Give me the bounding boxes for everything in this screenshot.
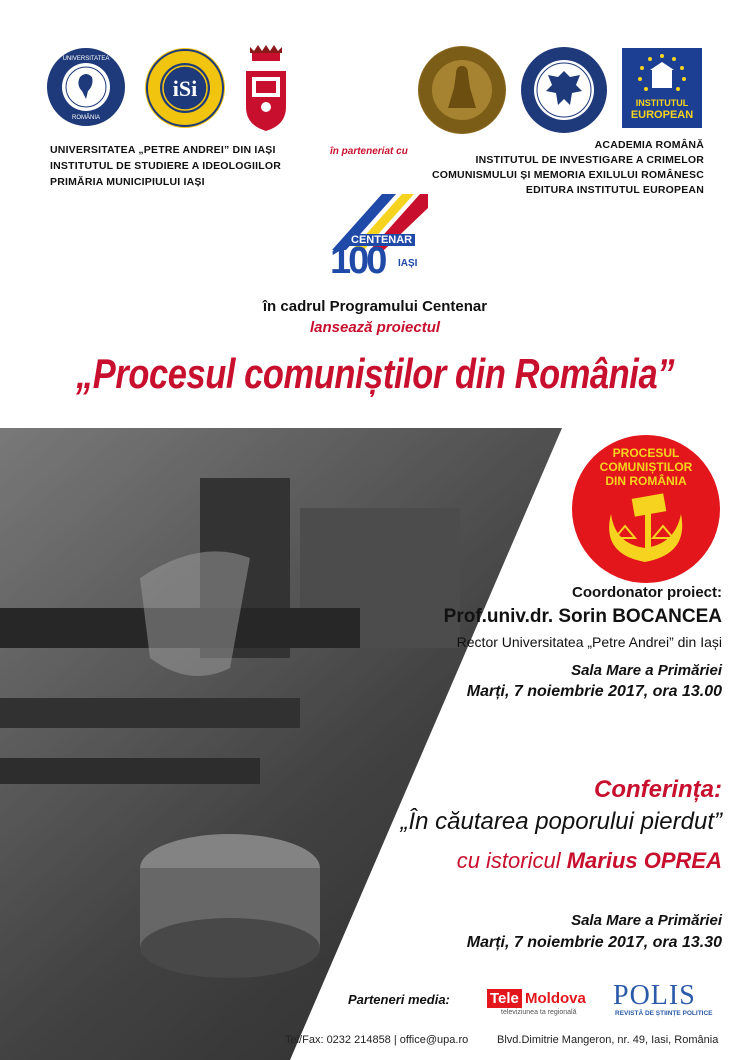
tele-word: Tele bbox=[487, 989, 522, 1008]
centenar-number: 100 bbox=[330, 240, 385, 282]
iasi-coat-of-arms bbox=[242, 45, 290, 133]
centenar-city: IAȘI bbox=[398, 258, 418, 269]
polis-subtitle: REVISTĂ DE ȘTIINȚE POLITICE bbox=[615, 1010, 713, 1017]
conference-label: Conferința: bbox=[594, 776, 722, 803]
upa-seal-icon bbox=[50, 51, 122, 123]
event-date-1: Marți, 7 noiembrie 2017, ora 13.00 bbox=[466, 683, 722, 700]
telemoldova-logo bbox=[487, 989, 595, 1023]
polis-word: POLIS bbox=[613, 980, 696, 1011]
footer-contact: Tel/Fax: 0232 214858 | office@upa.ro bbox=[285, 1034, 469, 1046]
event-date-2: Marți, 7 noiembrie 2017, ora 13.30 bbox=[466, 934, 722, 951]
isi-logo bbox=[145, 48, 225, 128]
coordinator-role: Rector Universitatea „Petre Andrei” din Iași bbox=[456, 634, 722, 650]
eu-stars-icon bbox=[622, 48, 702, 100]
partner-academia: ACADEMIA ROMÂNĂ bbox=[594, 139, 704, 151]
badge-line1: PROCESUL bbox=[612, 446, 680, 460]
partner-editura: EDITURA INSTITUTUL EUROPEAN bbox=[525, 184, 704, 196]
coordinator-name: Prof.univ.dr. Sorin BOCANCEA bbox=[443, 606, 722, 627]
iiccmer-seal-icon bbox=[521, 47, 607, 133]
ie-line2: EUROPEAN bbox=[630, 109, 694, 121]
conference-speaker bbox=[457, 848, 722, 874]
footer-address: Blvd.Dimitrie Mangeron, nr. 49, Iasi, România bbox=[497, 1034, 719, 1046]
isi-seal-icon bbox=[145, 48, 225, 128]
event-location-1: Sala Mare a Primăriei bbox=[571, 662, 722, 679]
moldova-word: Moldova bbox=[525, 990, 586, 1007]
partner-iiccmer-2: COMUNISMULUI ȘI MEMORIA EXILULUI ROMÂNESC bbox=[431, 169, 704, 181]
polis-logo bbox=[613, 980, 723, 1020]
event-location-2: Sala Mare a Primăriei bbox=[571, 912, 722, 929]
partners-right bbox=[432, 138, 704, 198]
academia-seal-icon bbox=[418, 46, 506, 134]
speaker-name: Marius OPREA bbox=[566, 848, 722, 873]
media-partners-label: Parteneri media: bbox=[348, 992, 450, 1007]
speaker-prefix: cu istoricul bbox=[456, 848, 567, 873]
partner-isi: INSTITUTUL DE STUDIERE A IDEOLOGIILOR bbox=[50, 160, 282, 172]
partner-primaria: PRIMĂRIA MUNICIPIULUI IAȘI bbox=[50, 176, 205, 188]
partner-iiccmer-1: INSTITUTUL DE INVESTIGARE A CRIMELOR bbox=[475, 154, 704, 166]
ie-line1: INSTITUTUL bbox=[635, 98, 689, 108]
tele-subtitle: televiziunea ta regională bbox=[501, 1009, 577, 1016]
institutul-european-logo bbox=[622, 48, 702, 128]
launch-line: lansează proiectul bbox=[309, 319, 441, 336]
academia-romana-logo bbox=[418, 46, 506, 134]
coordinator-label: Coordonator proiect: bbox=[572, 584, 722, 601]
proces-badge bbox=[571, 434, 721, 584]
isi-letters: iSi bbox=[172, 76, 198, 101]
svg-text:UNIVERSITATEA: UNIVERSITATEA bbox=[62, 56, 110, 62]
partners-left bbox=[50, 142, 281, 190]
centenar-logo bbox=[322, 190, 428, 290]
upa-logo bbox=[47, 48, 125, 126]
coat-of-arms-icon bbox=[242, 45, 290, 133]
main-title: „Procesul comuniștilor din România” bbox=[75, 350, 675, 397]
program-line: în cadrul Programului Centenar bbox=[262, 298, 488, 315]
badge-line3: DIN ROMÂNIA bbox=[605, 474, 687, 488]
centenar-word: CENTENAR bbox=[348, 234, 415, 246]
badge-line2: COMUNIȘTILOR bbox=[599, 460, 693, 474]
iiccmer-logo bbox=[521, 47, 607, 133]
in-partnership-label: în parteneriat cu bbox=[330, 146, 408, 157]
conference-title: „În căutarea poporului pierdut” bbox=[400, 808, 722, 835]
partner-upa: UNIVERSITATEA „PETRE ANDREI” DIN IAȘI bbox=[50, 144, 276, 156]
svg-text:ROMÂNIA: ROMÂNIA bbox=[71, 115, 101, 121]
